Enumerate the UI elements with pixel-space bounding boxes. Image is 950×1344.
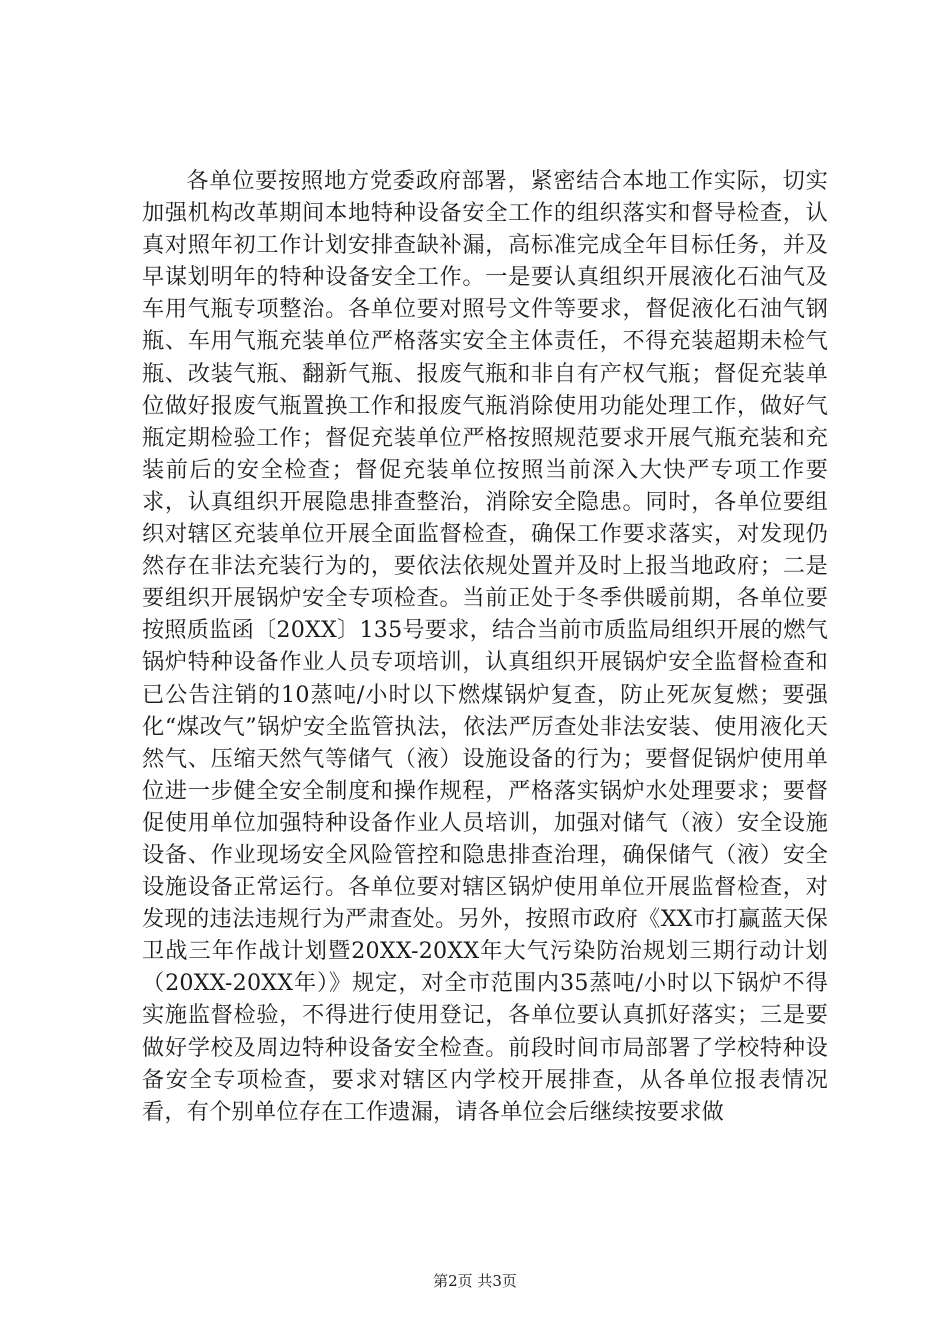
body-paragraph: 各单位要按照地方党委政府部署，紧密结合本地工作实际，切实加强机构改革期间本地特种设备安全工作的组织落实和督导检查，认真对照年初工作计划安排查缺补漏，高标准完成全年目标任务，并及早谋划明年的特种设备安全工作。一是要认真组织开展液化石油气及车用气瓶专项整治。各单位要对照号文件等要求，督促液化石油气钢瓶、车用气瓶充装单位严格落实安全主体责任，不得充装超期未检气瓶、改装气瓶、翻新气瓶、报废气瓶和非自有产权气瓶；督促充装单位做好报废气瓶置换工作和报废气瓶消除使用功能处理工作，做好气瓶定期检验工作；督促充装单位严格按照规范要求开展气瓶充装和充装前后的安全检查；督促充装单位按照当前深入大快严专项工作要求，认真组织开展隐患排查整治，消除安全隐患。同时，各单位要组织对辖区充装单位开展全面监督检查，确保工作要求落实，对发现仍然存在非法充装行为的，要依法依规处置并及时上报当地政府；二是要组织开展锅炉安全专项检查。当前正处于冬季供暖前期，各单位要按照质监函〔20XX〕135号要求，结合当前市质监局组织开展的燃气锅炉特种设备作业人员专项培训，认真组织开展锅炉安全监督检查和已公告注销的10蒸吨/小时以下燃煤锅炉复查，防止死灰复燃；要强化“煤改气”锅炉安全监管执法，依法严厉查处非法安装、使用液化天然气、压缩天然气等储气（液）设施设备的行为；要督促锅炉使用单位进一步健全安全制度和操作规程，严格落实锅炉水处理要求；要督促使用单位加强特种设备作业人员培训，加强对储气（液）安全设施设备、作业现场安全风险管控和隐患排查治理，确保储气（液）安全设施设备正常运行。各单位要对辖区锅炉使用单位开展监督检查，对发现的违法违规行为严肃查处。另外，按照市政府《XX市打赢蓝天保卫战三年作战计划暨20XX-20XX年大气污染防治规划三期行动计划（20XX-20XX年）》规定，对全市范围内35蒸吨/小时以下锅炉不得实施监督检验，不得进行使用登记，各单位要认真抓好落实；三是要做好学校及周边特种设备安全检查。前段时间市局部署了学校特种设备安全专项检查，要求对辖区内学校开展排查，从各单位报表情况看，有个别单位存在工作遗漏，请各单位会后继续按要求做: [142, 168, 828, 1125]
page-number-footer: 第2页 共3页: [433, 1272, 517, 1290]
